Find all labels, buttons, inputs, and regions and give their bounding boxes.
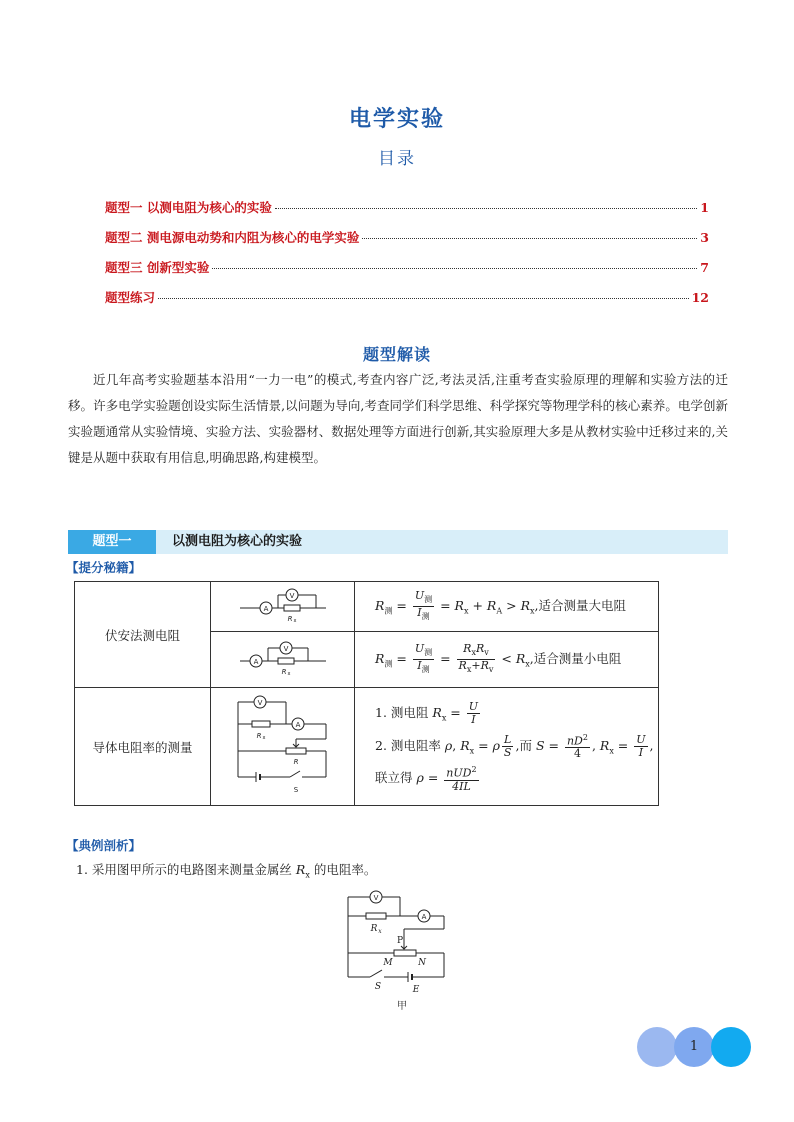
terminal-n-label: N xyxy=(418,958,426,968)
toc-entry-label: 题型练习 xyxy=(105,290,156,305)
toc-heading: 目录 xyxy=(378,149,416,169)
formula-external: $R_测$ = $\frac{U_测}{I_测}$ = $R_x + R_A > R_x$,适合测量大电阻 xyxy=(355,582,659,632)
rx-label: R xyxy=(370,924,378,934)
method-name: 伏安法测电阻 xyxy=(75,582,211,688)
rx-subscript: x xyxy=(378,928,382,935)
toc-entry-label: 题型一 以测电阻为核心的实验 xyxy=(105,200,272,215)
svg-text:A: A xyxy=(253,658,258,666)
table-of-contents xyxy=(105,198,709,310)
toc-entry-page: 7 xyxy=(700,260,709,275)
svg-text:R: R xyxy=(287,615,292,623)
source-label: E xyxy=(412,985,420,995)
ammeter-external-circuit-icon xyxy=(238,586,328,624)
resistivity-formulas xyxy=(355,688,659,806)
slider-p-label: P xyxy=(396,936,404,946)
formula-note: ,适合测量小电阻 xyxy=(529,651,622,666)
intro-paragraph: 近几年高考实验题基本沿用“一力一电”的模式,考查内容广泛,考法灵活,注重考查实验原理的理解和实验方法的迁移。许多电学实验题创设实际生活情景,以问题为导向,考查同学们科学思维、科学探究等物理学科的核心素养。电学创新实验题通常从实验情境、实验方法、实验器材、数据处理等方面进行创新,其实验原理大多是从教材实验中迁移过来的,关键是从题中获取有用信息,明确思路,构建模型。 xyxy=(68,372,728,465)
toc-entry-label: 题型二 测电源电动势和内阻为核心的电学实验 xyxy=(105,230,360,245)
svg-text:x: x xyxy=(262,735,265,741)
circuit-figure-jia xyxy=(340,885,460,1013)
type-tag: 题型一 xyxy=(68,530,156,554)
section-heading: 题型解读 xyxy=(362,345,431,364)
svg-text:x: x xyxy=(287,671,290,677)
toc-leader xyxy=(362,238,697,239)
toc-entry-page: 1 xyxy=(700,200,709,215)
toc-leader xyxy=(158,298,689,299)
formula-internal: $R_测$ = $\frac{U_测}{I_测}$ = $\frac{R_xR_v}{R_x+R_v}$ < $R_x$,适合测量小电阻 xyxy=(355,632,659,688)
page-number: 1 xyxy=(674,1027,714,1067)
ammeter-internal-circuit-icon xyxy=(238,639,328,677)
svg-text:V: V xyxy=(289,592,294,600)
svg-text:A: A xyxy=(295,721,300,729)
svg-text:A: A xyxy=(263,605,268,613)
question-1: 1. 采用图甲所示的电路图来测量金属丝 $R_x$ 的电阻率。 xyxy=(76,862,377,880)
page-number-badge xyxy=(637,1027,751,1067)
formula-line-3: 联立得 ρ = $\frac{nUD^2}{4IL}$ xyxy=(375,765,477,793)
svg-text:V: V xyxy=(257,699,262,707)
svg-text:V: V xyxy=(283,645,288,653)
example-heading: 【典例剖析】 xyxy=(66,838,142,853)
page-dot-left xyxy=(637,1027,677,1067)
svg-text:R: R xyxy=(256,732,261,740)
toc-leader xyxy=(275,208,697,209)
terminal-m-label: M xyxy=(383,958,393,968)
ammeter-label: A xyxy=(421,913,427,921)
circuit-diagram-resistivity xyxy=(211,688,355,806)
formula-line-2: 2. 测电阻率 ρ, $R_x = \rho$ $\frac{L}{S}$ ,而 S = $\frac{nD^2}{4}$ , $R_x$ = $\frac{U}{I}$ , xyxy=(375,732,654,761)
figure-caption: 甲 xyxy=(397,1001,407,1012)
toc-entry-4[interactable] xyxy=(105,288,709,306)
resistivity-circuit-icon xyxy=(228,693,338,797)
svg-text:R: R xyxy=(293,758,298,766)
switch-label: S xyxy=(374,982,382,992)
method-name: 导体电阻率的测量 xyxy=(75,688,211,806)
svg-text:S: S xyxy=(293,786,298,794)
formula-note: ,适合测量大电阻 xyxy=(534,598,626,613)
toc-entry-page: 12 xyxy=(691,290,709,305)
toc-entry-page: 3 xyxy=(700,230,709,245)
svg-text:R: R xyxy=(281,668,286,676)
toc-entry-1[interactable] xyxy=(105,198,709,216)
tips-table xyxy=(74,581,659,806)
toc-entry-3[interactable] xyxy=(105,258,709,276)
toc-entry-2[interactable] xyxy=(105,228,709,246)
type-header-bar xyxy=(68,530,728,554)
svg-text:x: x xyxy=(293,618,296,624)
formula-line-1: 1. 测电阻 $R_x$ = $\frac{U}{I}$ xyxy=(375,700,479,727)
circuit-diagram-internal xyxy=(211,632,355,688)
toc-entry-label: 题型三 创新型实验 xyxy=(105,260,210,275)
type-title: 以测电阻为核心的实验 xyxy=(172,534,303,549)
voltmeter-label: V xyxy=(373,894,379,902)
circuit-diagram-external xyxy=(211,582,355,632)
doc-title: 电学实验 xyxy=(348,106,445,132)
toc-leader xyxy=(212,268,697,269)
tips-heading: 【提分秘籍】 xyxy=(66,560,142,575)
page-dot-right xyxy=(711,1027,751,1067)
